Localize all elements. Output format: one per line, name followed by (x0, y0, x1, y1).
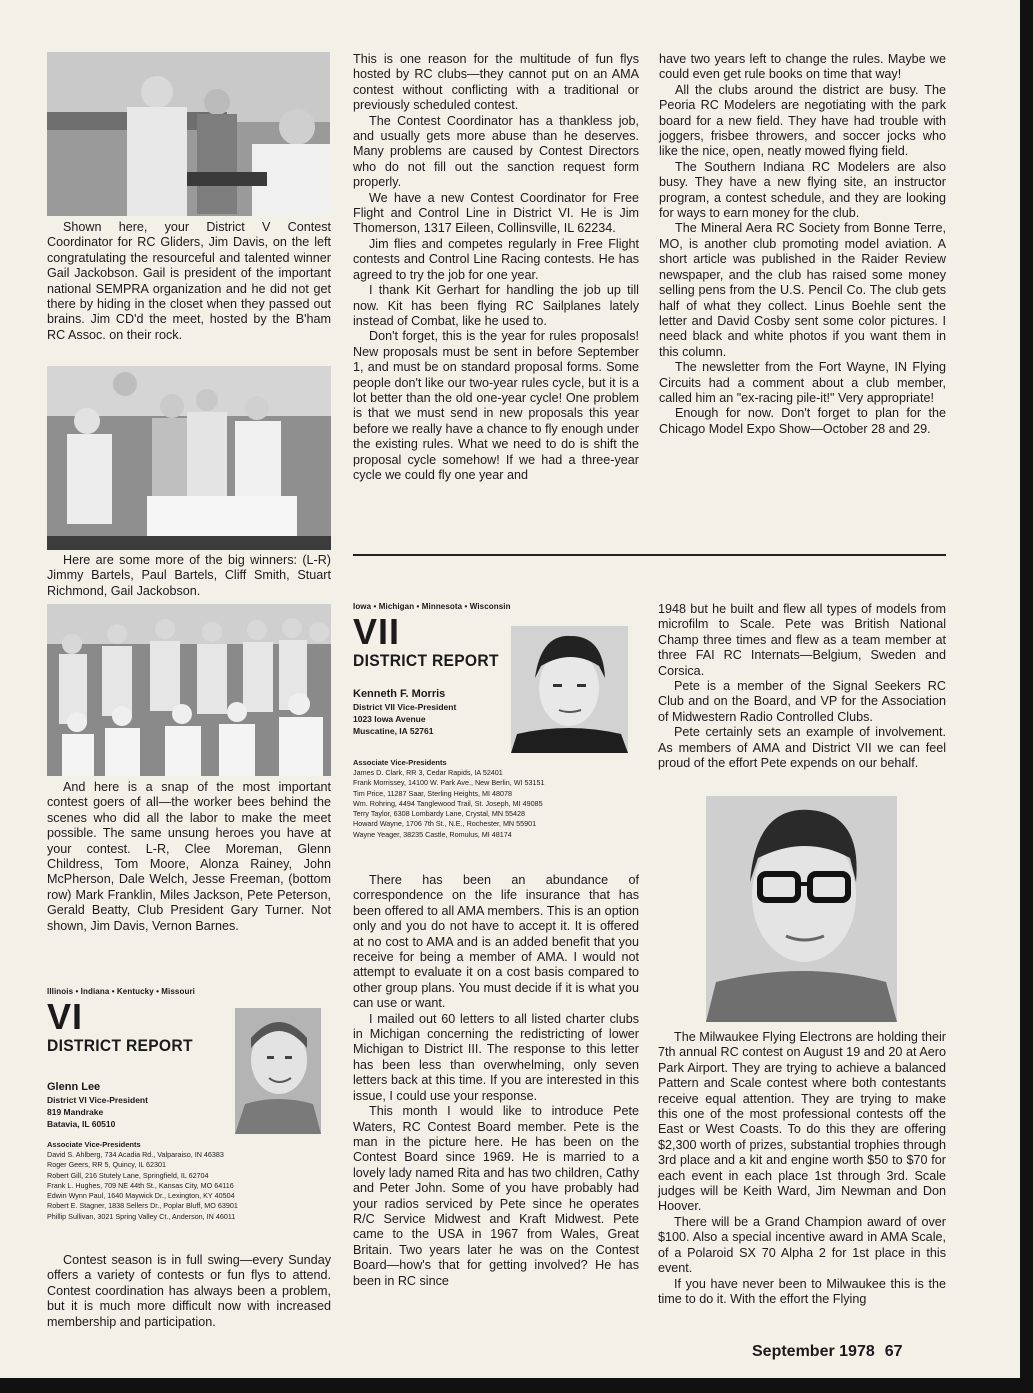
paragraph: This month I would like to introduce Pete Waters, RC Contest Board member. Pete is the man in the picture here. He has been on the Contest Board since 1969. He is married to a lovely lady named Rita and has two children, Cathy and Peter John. Some of you have probably had your radios serviced by Pete since he operates R/C Service Midwest and Kraft Midwest. Pete came to the USA in 1967 from Wales, Great Britain. Two years later he was on the Contest Board—how's that for getting involved? He has been in RC since (353, 1104, 639, 1288)
district-6-vp-city: Batavia, IL 60510 (47, 1119, 116, 1129)
district-6-assoc: Frank L. Hughes, 709 NE 44th St., Kansas City, MO 64116 (47, 1180, 234, 1190)
paragraph: I thank Kit Gerhart for handling the job up till now. Kit has been flying RC Sailplanes lately instead of Combat, like he used to. (353, 283, 639, 328)
district-6-vp-name: Glenn Lee (47, 1081, 101, 1093)
photo-worker-bees (47, 604, 331, 776)
district-6-body: Contest season is in full swing—every Sunday offers a variety of contests or fun flys to attend. Contest coordination has always been a problem, but it is much more difficult now with increased membership and participation. (47, 1253, 331, 1329)
district-6-header (47, 987, 247, 1222)
district-7-associates (353, 758, 643, 840)
district-7-header (353, 602, 513, 737)
paragraph: The Contest Coordinator has a thankless job, and usually gets more abuse than he deserves. Many problems are caused by Contest Directors who do not fill out the sanction request form properly. (353, 113, 639, 190)
paragraph: The Milwaukee Flying Electrons are holding their 7th annual RC contest on August 19 and 20 at Aero Park Airport. They are trying to achieve a balanced Pattern and Scale contest where both contestants receive equal attention. They are trying to make this one of the most professional contests off the East or West Coasts. To do this they are offering $2,300 worth of prizes, substantial trophies through 3rd place and a kit and engine worth $50 to $70 for each event in each place 1st through 3rd. Scale judges will be Keith Ward, Jim Newman and Don Hoover. (658, 1030, 946, 1214)
district-6-vp-title: District VI Vice-President (47, 1095, 148, 1105)
district-7-vp-name: Kenneth F. Morris (353, 688, 446, 700)
district-6-assoc: David S. Ahlberg, 734 Acadia Rd., Valparaiso, IN 46383 (47, 1150, 224, 1159)
district-6-number: VI (47, 996, 84, 1037)
district-6-title: DISTRICT REPORT (47, 1036, 193, 1055)
paragraph: Don't forget, this is the year for rules proposals! New proposals must be sent in before September 1, and must be on standard proposal forms. Some people don't like our two-year rules cycle, but it is a lot better than the old one-year cycle! One problem is that we must send in new proposals this year before we really have a chance to fly enough under the existing rules. What we need to do is shift the proposal cycle somehow! If we had a three-year cycle we could fly one year and (353, 329, 639, 482)
district-7-vp-title: District VII Vice-President (353, 702, 457, 712)
district-7-vp-city: Muscatine, IA 52761 (353, 726, 434, 736)
district-7-vp-street: 1023 Iowa Avenue (353, 714, 426, 724)
paragraph: All the clubs around the district are busy. The Peoria RC Modelers are negotiating with the park board for a new field. They have had trouble with joggers, frisbee throwers, and soccer jocks who like the nice, open, neatly mowed flying field. (659, 82, 946, 159)
paragraph: have two years left to change the rules. Maybe we could even get rule books on time that way! (659, 52, 946, 82)
district-7-assoc: Howard Wayne, 1706 7th St., N.E., Rochester, MN 55901 (353, 819, 537, 829)
district-7-assoc: Terry Taylor, 6308 Lombardy Lane, Crystal, MN 55428 (353, 809, 526, 819)
issue-date: September 1978 (752, 1343, 875, 1360)
district-6-assoc: Robert E. Stagner, 1838 Sellers Dr., Poplar Bluff, MO 63901 (47, 1201, 238, 1211)
district-6-assoc-heading: Associate Vice-Presidents (47, 1140, 141, 1149)
district-6-assoc: Robert Gill, 216 Stutely Lane, Springfield, IL 62704 (47, 1170, 209, 1180)
scan-edge-right (1020, 0, 1033, 1393)
caption-contest-coordinator: Shown here, your District V Contest Coordinator for RC Gliders, Jim Davis, on the left congratulating the resourceful and talented winner Gail Jackobson. Gail is president of the important national SEMPRA organization and he did not get there by hiding in the closet when they passed out brains. Jim CD'd the meet, hosted by the B'ham RC Assoc. on their rock. (47, 220, 331, 342)
paragraph: The newsletter from the Fort Wayne, IN Flying Circuits had a comment about a club member, called him an "ex-racing pile-it!" Very appropriate! (659, 360, 946, 405)
scan-edge-bottom (0, 1378, 1033, 1393)
paragraph: Pete certainly sets an example of involvement. As members of AMA and District VII we can feel proud of the effort Pete expends on our behalf. (658, 725, 946, 771)
paragraph: The Mineral Aera RC Society from Bonne Terre, MO, is another club promoting model aviation. A short article was published in the Raider Review newspaper, and the club has raised some money selling pens from the U.S. Pencil Co. The club gets half of what they collect. Linus Boehle sent the letter and David Cosby sent some color pictures. I need black and white photos if you want them in this column. (659, 221, 946, 359)
column-2-top (353, 52, 639, 483)
district-6-vp-street: 819 Mandrake (47, 1107, 104, 1117)
photo-big-winners (47, 366, 331, 550)
district-7-number: VII (353, 611, 401, 652)
district-6-assoc: Edwin Wynn Paul, 1640 Maywick Dr., Lexington, KY 40504 (47, 1191, 235, 1201)
district-7-title: DISTRICT REPORT (353, 651, 499, 670)
paragraph: I mailed out 60 letters to all listed charter clubs in Michigan concerning the redistricting of lower Michigan to District III. The response to this letter has been less than overwhelming, only seven letters back at this time. If you are interested in this issue, I could use your response. (353, 1011, 639, 1103)
column-3-bottom-top (658, 602, 946, 771)
district-7-assoc: Wayne Yeager, 38235 Castle, Romulus, MI 48174 (353, 829, 512, 839)
caption-worker-bees: And here is a snap of the most important contest goers of all—the worker bees behind the scenes who did all the labor to make the meet possible. The same unsung heroes you have at your contest. L-R, Clee Moreman, Glenn Childress, Tom Moore, Alonza Rainey, John McPherson, Dale Welch, Jesse Freeman, (bottom row) Mark Franklin, Miles Jackson, Pete Peterson, Gerald Beatty, Club President Gary Turner. Not shown, Jim Davis, Vernon Barnes. (47, 780, 331, 933)
district-6-states: Illinois • Indiana • Kentucky • Missouri (47, 987, 195, 996)
district-7-assoc: Tim Price, 11287 Saar, Sterling Heights, MI 48078 (353, 788, 513, 798)
district-7-assoc: Wm. Rohring, 4494 Tanglewood Trail, St. Joseph, MI 49085 (353, 798, 543, 808)
district-6-assoc: Roger Geers, RR 5, Quincy, IL 62301 (47, 1160, 167, 1170)
paragraph: We have a new Contest Coordinator for Free Flight and Control Line in District VI. He is Jim Thomerson, 1317 Eileen, Collinsville, IL 62234. (353, 190, 639, 236)
page-number: 67 (884, 1343, 903, 1360)
paragraph: This is one reason for the multitude of fun flys hosted by RC clubs—they cannot put on an AMA contest without conflicting with a traditional or previously scheduled contest. (353, 52, 639, 113)
caption-big-winners: Here are some more of the big winners: (L-R) Jimmy Bartels, Paul Bartels, Cliff Smith, Stuart Richmond, Gail Jackobson. (47, 553, 331, 598)
photo-contest-coordinator (47, 52, 330, 216)
district-7-assoc: James D. Clark, RR 3, Cedar Rapids, IA 52401 (353, 768, 503, 777)
district-7-assoc-heading: Associate Vice-Presidents (353, 758, 447, 767)
district-6-vp-portrait (235, 1008, 321, 1134)
paragraph: Jim flies and competes regularly in Free Flight contests and Control Line Racing contests. He has agreed to try the job for one year. (353, 236, 639, 282)
column-3-top (659, 52, 946, 437)
paragraph: 1948 but he built and flew all types of models from microfilm to Scale. Pete was British National Champ three times and flew as a team member at three FAI RC Internats—Belgium, Sweden and Corsica. (658, 602, 946, 678)
district-7-assoc: Frank Morrissey, 14100 W. Park Ave., New Berlin, WI 53151 (353, 778, 545, 788)
district-7-vp-portrait (511, 626, 628, 753)
section-divider (353, 554, 946, 556)
paragraph: There has been an abundance of correspondence on the life insurance that has been offered to all AMA members. This is an option only and you do not have to accept it. It is offered at no cost to AMA and is an added benefit that you receive for being a member of AMA. I would not attempt to evaluate it on a cost basis compared to other group plans. You must decide if it is what you can use or want. (353, 873, 639, 1011)
column-3-bottom-lower (658, 1030, 946, 1307)
page-footer (752, 1343, 903, 1361)
paragraph: There will be a Grand Champion award of over $100. Also a special incentive award in AMA Scale, of a Polaroid SX 70 Alpha 2 for 1st place in this event. (658, 1214, 946, 1276)
district-6-assoc: Phillip Sullivan, 3021 Spring Valley Ct., Anderson, IN 46011 (47, 1211, 236, 1221)
district-7-states: Iowa • Michigan • Minnesota • Wisconsin (353, 602, 511, 611)
paragraph: The Southern Indiana RC Modelers are also busy. They have a new flying site, an instructor program, a contest schedule, and they are looking for ways to earn money for the club. (659, 159, 946, 221)
paragraph: If you have never been to Milwaukee this is the time to do it. With the effort the Flying (658, 1276, 946, 1306)
photo-pete-waters (706, 796, 897, 1022)
paragraph: Enough for now. Don't forget to plan for the Chicago Model Expo Show—October 28 and 29. (659, 406, 946, 436)
paragraph: Pete is a member of the Signal Seekers RC Club and on the Board, and VP for the Association of Midwestern Radio Controlled Clubs. (658, 679, 946, 724)
district-7-body (353, 873, 639, 1289)
